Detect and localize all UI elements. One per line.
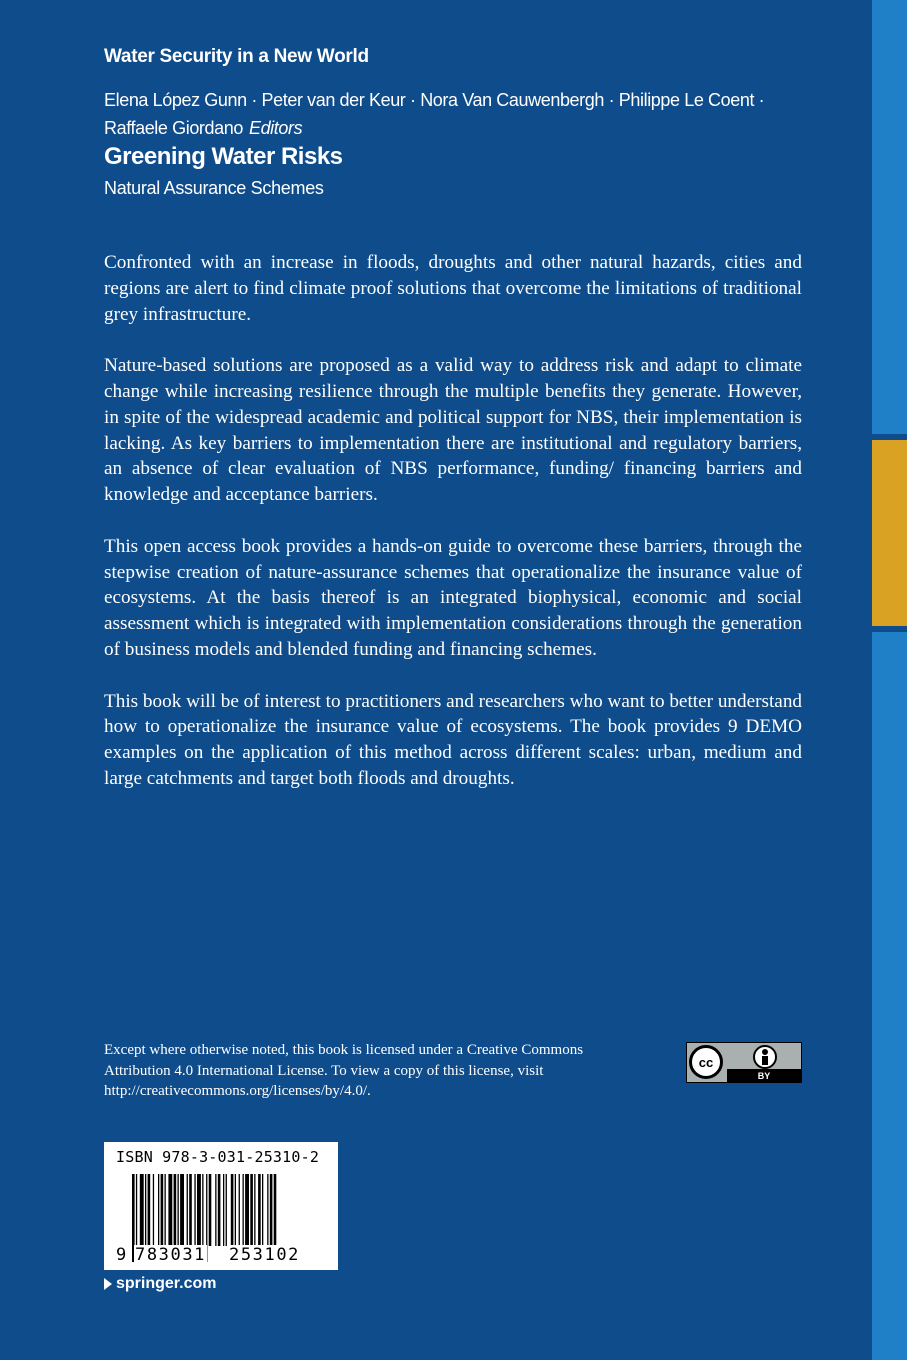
side-stripe-gold xyxy=(872,440,907,626)
isbn-barcode-box xyxy=(104,1142,338,1270)
side-stripe-blue-top xyxy=(872,0,907,434)
blurb-paragraph-2: Nature-based solutions are proposed as a valid way to address risk and adapt to climate change while increasing resilience through the multiple benefits they generate. However, in spite of the widespread academic and political support for NBS, their implementation is lacking. As key barriers to implementation there are institutional and regulatory barriers, an absence of clear evaluation of NBS performance, funding/ financing barriers and knowledge and acceptance barriers. xyxy=(104,355,802,506)
license-notice: Except where otherwise noted, this book is licensed under a Creative Commons Attribution 4.0 International License. To view a copy of this license, visit http://creativecommons.org/licenses/by/4.0/. xyxy=(104,1042,584,1099)
publisher-link[interactable] xyxy=(104,1275,216,1293)
barcode-digits-group-2: 253102 xyxy=(229,1245,301,1265)
blurb xyxy=(104,250,802,818)
isbn-number: ISBN 978-3-031-25310-2 xyxy=(116,1148,320,1166)
editors-role: Editors xyxy=(248,118,303,138)
blurb-paragraph-3: This open access book provides a hands-on guide to overcome these barriers, through the stepwise creation of nature-assurance schemes that operationalize the insurance value of ecosystems. At the basis thereof is an integrated biophysical, economic and social assessment which is integrated with implementation considerations through the generation of business models and blended funding and financing schemes. xyxy=(104,535,802,660)
attribution-person-icon xyxy=(753,1045,777,1069)
editors-line-1: Elena López Gunn · Peter van der Keur · Nora Van Cauwenbergh · Philippe Le Coent · xyxy=(104,90,765,110)
cc-logo-icon: cc xyxy=(689,1045,723,1079)
creative-commons-badge[interactable] xyxy=(686,1042,802,1083)
barcode-digit-first: 9 xyxy=(116,1245,128,1265)
blurb-paragraph-1: Confronted with an increase in floods, droughts and other natural hazards, cities and regions are alert to find climate proof solutions that overcome the limitations of traditional grey infrastructure. xyxy=(104,252,802,325)
arrow-right-icon xyxy=(104,1278,112,1290)
blurb-paragraph-4: This book will be of interest to practitioners and researchers who want to better understand how to operationalize the insurance value of ecosystems. The book provides 9 DEMO examples on the application of this method across different scales: urban, medium and large catchments and target both floods and droughts. xyxy=(104,690,803,789)
publisher-link-text: springer.com xyxy=(116,1275,217,1292)
editors-list xyxy=(104,86,804,142)
book-title: Greening Water Risks xyxy=(104,143,343,170)
cc-by-label: BY xyxy=(727,1069,801,1082)
editors-line-2 xyxy=(104,114,804,142)
barcode-digits-group-1: 783031 xyxy=(135,1245,207,1265)
side-stripe-blue-bottom xyxy=(872,632,907,1360)
series-title: Water Security in a New World xyxy=(104,46,369,67)
book-subtitle: Natural Assurance Schemes xyxy=(104,178,324,198)
editor-name: Raffaele Giordano xyxy=(104,118,243,138)
